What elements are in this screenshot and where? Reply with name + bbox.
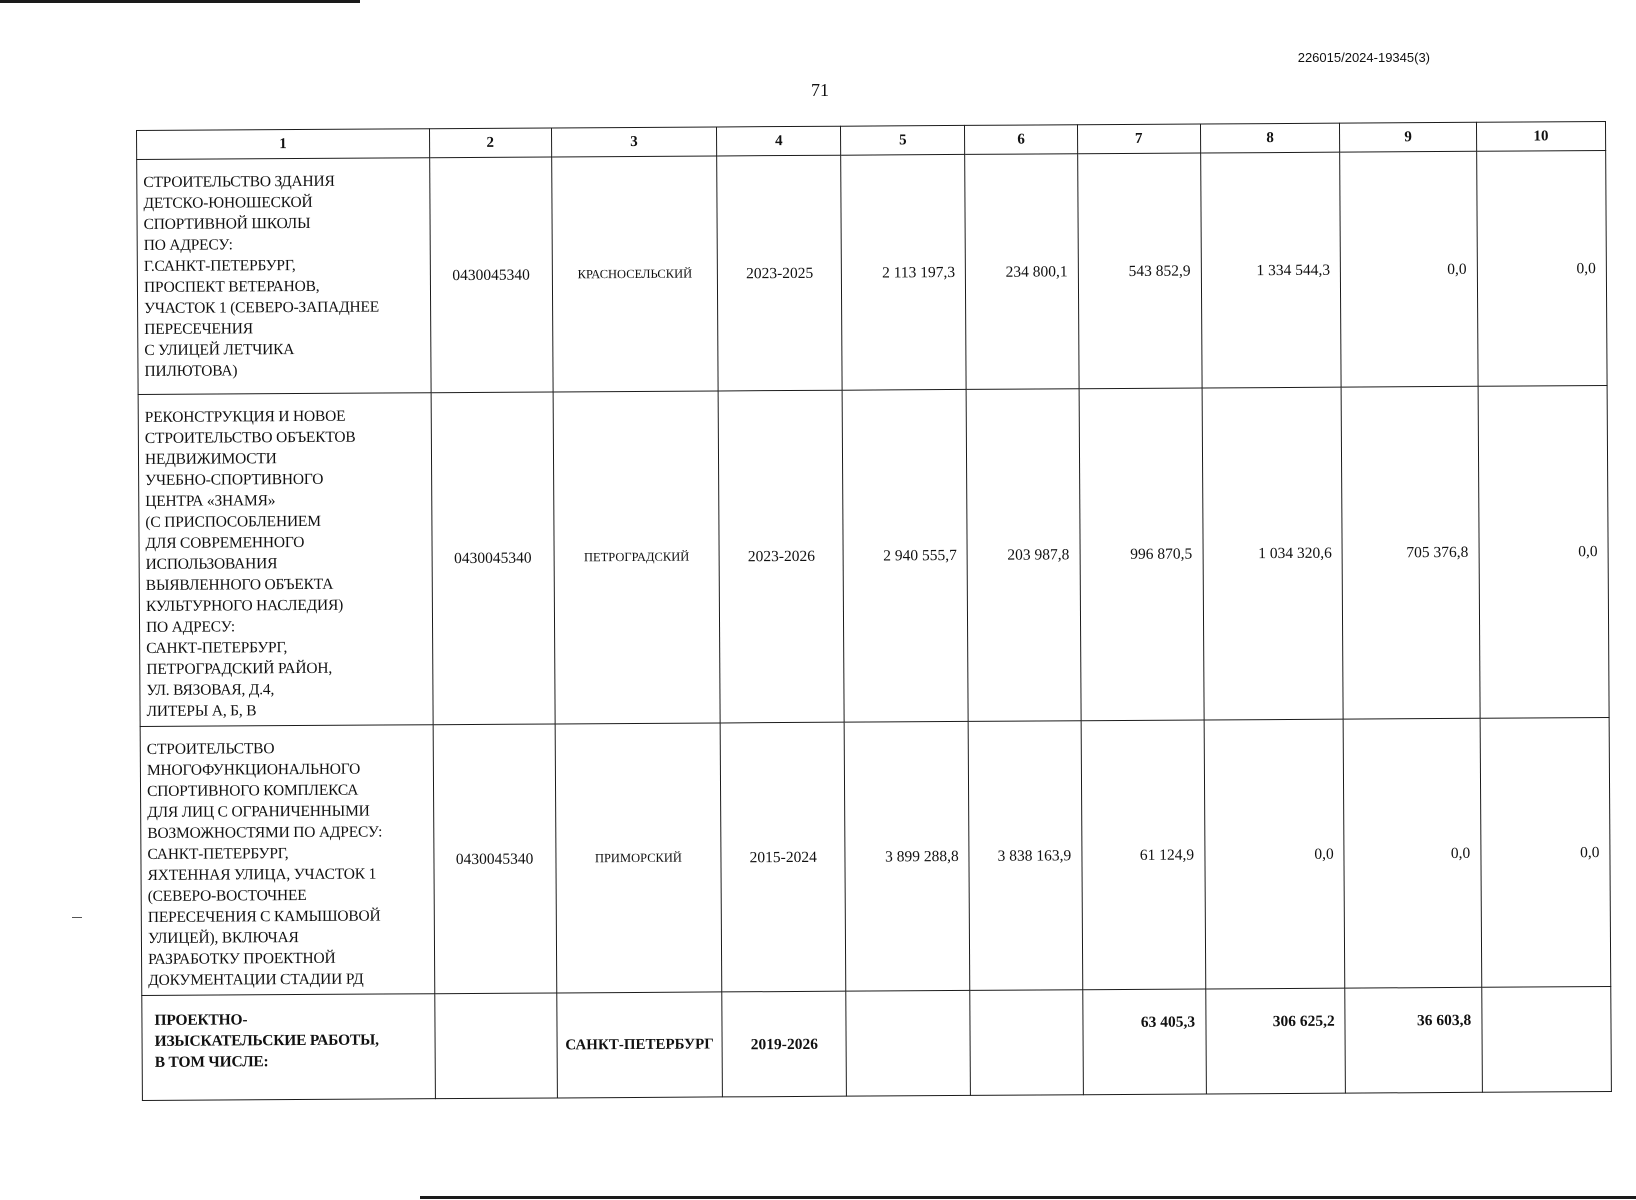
amount-cell: 1 334 544,3 <box>1200 152 1341 388</box>
amount-cell: 2 113 197,3 <box>841 154 966 390</box>
table-row <box>137 151 1607 395</box>
object-name-line: ИЗЫСКАТЕЛЬСКИЕ РАБОТЫ, <box>154 1031 379 1050</box>
object-name-line: ПИЛЮТОВА) <box>144 362 238 380</box>
amount-cell: 234 800,1 <box>965 154 1079 390</box>
object-name-line: (С ПРИСПОСОБЛЕНИЕМ <box>145 512 321 531</box>
object-name-line: СТРОИТЕЛЬСТВО ОБЪЕКТОВ <box>144 428 356 447</box>
object-name-line: УЧЕБНО-СПОРТИВНОГО <box>145 470 324 489</box>
period-cell: 2023-2026 <box>718 390 844 723</box>
object-name-line: МНОГОФУНКЦИОНАЛЬНОГО <box>146 760 361 779</box>
object-name-line: Г.САНКТ-ПЕТЕРБУРГ, <box>143 257 296 275</box>
amount-cell: 61 124,9 <box>1081 720 1206 990</box>
table-row <box>138 386 1609 727</box>
amount-cell: 705 376,8 <box>1341 386 1479 719</box>
object-name-line: ПРОЕКТНО- <box>154 1011 248 1029</box>
object-name-line: (СЕВЕРО-ВОСТОЧНЕЕ <box>147 886 307 905</box>
amount-cell: 36 603,8 <box>1345 987 1482 1093</box>
page-number: 71 <box>811 80 829 100</box>
object-name-line: ДЛЯ СОВРЕМЕННОГО <box>145 533 305 552</box>
amount-cell: 1 034 320,6 <box>1202 387 1344 720</box>
object-name-line: ЛИТЕРЫ А, Б, В <box>146 702 257 720</box>
column-header: 7 <box>1077 124 1200 154</box>
amount-cell <box>846 990 971 1096</box>
code-cell: 0430045340 <box>433 724 557 994</box>
object-name-line: ЦЕНТРА «ЗНАМЯ» <box>145 492 276 510</box>
column-header: 8 <box>1200 123 1340 153</box>
budget-table-wrapper <box>136 121 1612 1101</box>
table-row <box>140 718 1611 996</box>
table-row <box>142 987 1612 1101</box>
amount-cell: 0,0 <box>1480 718 1611 988</box>
scan-edge-top <box>0 0 360 3</box>
amount-cell: 0,0 <box>1476 151 1607 387</box>
budget-table <box>136 121 1612 1101</box>
amount-cell: 0,0 <box>1204 719 1345 989</box>
object-name-line: СТРОИТЕЛЬСТВО <box>146 740 275 758</box>
column-header: 2 <box>429 128 551 158</box>
object-name-line: ПЕРЕСЕЧЕНИЯ <box>144 320 253 338</box>
object-name-cell <box>138 393 433 727</box>
period-cell: 2023-2025 <box>717 155 842 391</box>
object-name-line: ДЕТСКО-ЮНОШЕСКОЙ <box>143 193 313 212</box>
column-header: 10 <box>1476 122 1605 152</box>
object-name-line: УЛ. ВЯЗОВАЯ, Д.4, <box>146 681 275 699</box>
district-cell: САНКТ-ПЕТЕРБУРГ <box>556 992 722 1098</box>
column-header: 1 <box>137 129 430 160</box>
object-name-line: УЛИЦЕЙ), ВКЛЮЧАЯ <box>147 929 299 947</box>
object-name-line: ПРОСПЕКТ ВЕТЕРАНОВ, <box>143 277 320 296</box>
amount-cell <box>1481 987 1611 1093</box>
amount-cell: 306 625,2 <box>1205 988 1345 1094</box>
amount-cell: 3 899 288,8 <box>844 721 970 991</box>
amount-cell: 543 852,9 <box>1077 153 1201 389</box>
object-name-cell <box>140 725 434 996</box>
object-name-line: СПОРТИВНОЙ ШКОЛЫ <box>143 214 311 233</box>
object-name-line: ЯХТЕННАЯ УЛИЦА, УЧАСТОК 1 <box>147 865 377 884</box>
object-name-line: С УЛИЦЕЙ ЛЕТЧИКА <box>144 341 295 359</box>
code-cell <box>435 993 558 1099</box>
object-name-line: ДЛЯ ЛИЦ С ОГРАНИЧЕННЫМИ <box>147 802 370 821</box>
code-cell: 0430045340 <box>431 392 555 725</box>
object-name-line: РАЗРАБОТКУ ПРОЕКТНОЙ <box>148 949 336 968</box>
object-name-line: ПЕТРОГРАДСКИЙ РАЙОН, <box>146 659 333 678</box>
scan-edge-bottom <box>420 1196 1636 1199</box>
period-cell: 2019-2026 <box>722 991 847 1097</box>
column-header: 4 <box>717 126 841 156</box>
object-name-line: КУЛЬТУРНОГО НАСЛЕДИЯ) <box>145 596 344 615</box>
amount-cell: 203 987,8 <box>966 389 1081 722</box>
object-name-line: ПЕРЕСЕЧЕНИЯ С КАМЫШОВОЙ <box>147 907 381 926</box>
object-name-line: САНКТ-ПЕТЕРБУРГ, <box>147 845 289 863</box>
district-cell: ПРИМОРСКИЙ <box>555 723 722 993</box>
object-name-line: УЧАСТОК 1 (СЕВЕРО-ЗАПАДНЕЕ <box>144 298 380 317</box>
period-cell: 2015-2024 <box>720 722 846 992</box>
object-name-line: ДОКУМЕНТАЦИИ СТАДИИ РД <box>148 970 364 989</box>
object-name-line: ВЫЯВЛЕННОГО ОБЪЕКТА <box>145 575 334 594</box>
object-name-line: СТРОИТЕЛЬСТВО ЗДАНИЯ <box>143 172 335 191</box>
column-header: 6 <box>965 125 1078 155</box>
amount-cell: 2 940 555,7 <box>842 389 968 722</box>
object-name-line: ПО АДРЕСУ: <box>143 236 233 254</box>
object-name-cell <box>137 158 431 395</box>
object-name-line: СПОРТИВНОГО КОМПЛЕКСА <box>146 781 359 800</box>
column-header: 3 <box>551 127 717 157</box>
object-name-line: ВОЗМОЖНОСТЯМИ ПО АДРЕСУ: <box>147 823 383 842</box>
amount-cell: 0,0 <box>1340 151 1478 387</box>
object-name-line: РЕКОНСТРУКЦИЯ И НОВОЕ <box>144 407 346 426</box>
column-header: 9 <box>1340 122 1477 152</box>
amount-cell: 0,0 <box>1343 718 1481 988</box>
margin-mark <box>72 917 82 918</box>
amount-cell: 63 405,3 <box>1083 989 1207 1095</box>
object-name-line: САНКТ-ПЕТЕРБУРГ, <box>146 639 288 657</box>
amount-cell: 3 838 163,9 <box>968 721 1082 991</box>
object-name-line: В ТОМ ЧИСЛЕ: <box>154 1053 269 1071</box>
district-cell: КРАСНОСЕЛЬСКИЙ <box>551 156 718 392</box>
document-number: 226015/2024-19345(3) <box>1297 50 1430 65</box>
district-cell: ПЕТРОГРАДСКИЙ <box>553 391 721 724</box>
object-name-line: ПО АДРЕСУ: <box>145 618 236 636</box>
column-header: 5 <box>841 125 965 155</box>
amount-cell <box>970 990 1083 1096</box>
object-name-line: ИСПОЛЬЗОВАНИЯ <box>145 555 278 573</box>
object-name-cell <box>142 994 435 1101</box>
amount-cell: 996 870,5 <box>1079 388 1204 721</box>
object-name-line: НЕДВИЖИМОСТИ <box>144 450 277 468</box>
amount-cell: 0,0 <box>1478 386 1609 719</box>
code-cell: 0430045340 <box>429 157 552 393</box>
